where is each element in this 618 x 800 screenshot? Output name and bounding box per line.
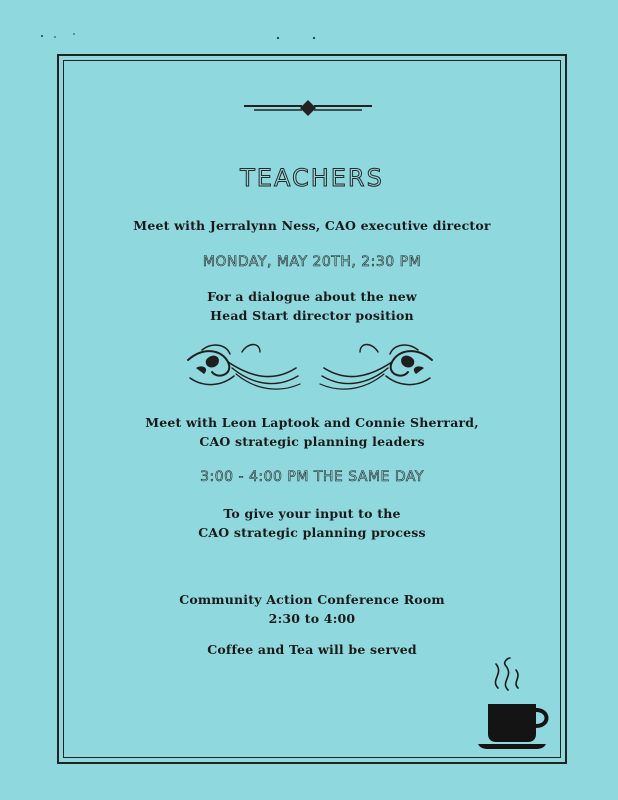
meeting2-purpose-line2: CAO strategic planning process [198,525,426,540]
scan-specks [0,28,618,48]
location-room: Community Action Conference Room [179,592,445,607]
meeting1-intro: Meet with Jerralynn Ness, CAO executive director [133,218,491,233]
meeting2-intro-line2: CAO strategic planning leaders [199,434,425,449]
meeting2-purpose-line1: To give your input to the [223,506,401,521]
meeting1-purpose-line1: For a dialogue about the new [207,289,417,304]
flourish-ornament [182,338,438,394]
meeting2-intro-line1: Meet with Leon Laptook and Connie Sherrard, [145,415,479,430]
meeting2-datetime: 3:00 - 4:00 PM THE SAME DAY [200,469,424,485]
coffee-cup-icon [474,656,554,752]
meeting1-datetime: MONDAY, MAY 20TH, 2:30 PM [202,254,422,270]
refreshments-note: Coffee and Tea will be served [207,642,417,657]
page-title: TEACHERS [240,164,384,192]
location-time: 2:30 to 4:00 [268,611,356,626]
meeting1-purpose-line2: Head Start director position [210,308,414,323]
diamond-divider [240,98,376,118]
